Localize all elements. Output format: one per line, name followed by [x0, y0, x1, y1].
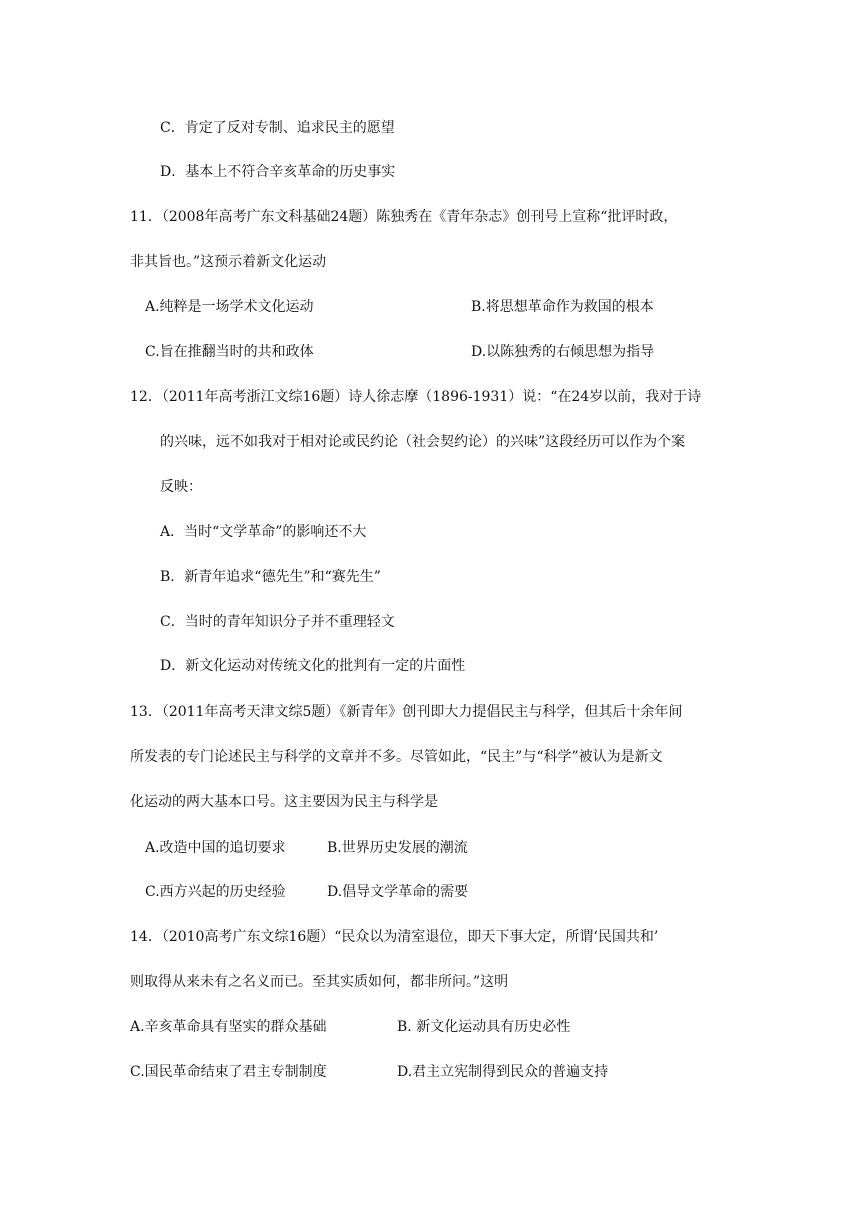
- q11-option-a: A.纯粹是一场学术文化运动: [145, 299, 314, 315]
- q12-option-d: D．新文化运动对传统文化的批判有一定的片面性: [160, 658, 466, 674]
- q14-option-a: A.辛亥革命具有坚实的群众基础: [130, 1019, 327, 1035]
- q14-option-c: C.国民革命结束了君主专制制度: [130, 1064, 327, 1080]
- q14-stem-line1: 14．（2010高考广东文综16题）“民众以为清室退位，即天下事大定，所谓‘民国共和’: [130, 929, 659, 945]
- q11-option-b: B.将思想革命作为救国的根本: [471, 299, 654, 315]
- q10-option-d: D．基本上不符合辛亥革命的历史事实: [160, 164, 396, 180]
- q10-option-c: C．肯定了反对专制、追求民主的愿望: [160, 120, 395, 136]
- q12-stem-line2: 的兴味，远不如我对于相对论或民约论（社会契约论）的兴味”这段经历可以作为个案: [160, 434, 686, 450]
- q11-stem-line2: 非其旨也。”这预示着新文化运动: [130, 254, 327, 270]
- q13-stem-line2: 所发表的专门论述民主与科学的文章并不多。尽管如此，“民主”与“科学”被认为是新文: [130, 749, 663, 765]
- q13-stem-line1: 13．（2011年高考天津文综5题）《新青年》创刊即大力提倡民主与科学，但其后十余年间: [130, 704, 683, 720]
- q12-option-a: A．当时“文学革命”的影响还不大: [160, 524, 367, 540]
- q14-stem-line2: 则取得从来未有之名义而已。至其实质如何，都非所问。”这明: [130, 974, 509, 990]
- q13-option-a: A.改造中国的追切要求: [145, 840, 286, 856]
- q11-option-c: C.旨在推翻当时的共和政体: [145, 344, 314, 360]
- q13-stem-line3: 化运动的两大基本口号。这主要因为民主与科学是: [130, 794, 438, 810]
- q11-option-d: D.以陈独秀的右倾思想为指导: [471, 344, 655, 360]
- q14-option-d: D.君主立宪制得到民众的普遍支持: [397, 1064, 609, 1080]
- q14-option-b: B. 新文化运动具有历史必性: [397, 1019, 571, 1035]
- q12-option-c: C．当时的青年知识分子并不重理轻文: [160, 614, 395, 630]
- q13-option-d: D.倡导文学革命的需要: [327, 884, 469, 900]
- q11-stem-line1: 11．（2008年高考广东文科基础24题）陈独秀在《青年杂志》创刊号上宣称“批评时政，: [130, 209, 678, 225]
- q12-option-b: B．新青年追求“德先生”和“赛先生”: [160, 569, 381, 585]
- q13-option-b: B.世界历史发展的潮流: [327, 840, 468, 856]
- q12-stem-line1: 12．（2011年高考浙江文综16题）诗人徐志摩（1896-1931）说：“在24岁以前，我对于诗: [130, 389, 702, 405]
- q13-option-c: C.西方兴起的历史经验: [145, 884, 286, 900]
- q12-stem-line3: 反映：: [160, 479, 202, 495]
